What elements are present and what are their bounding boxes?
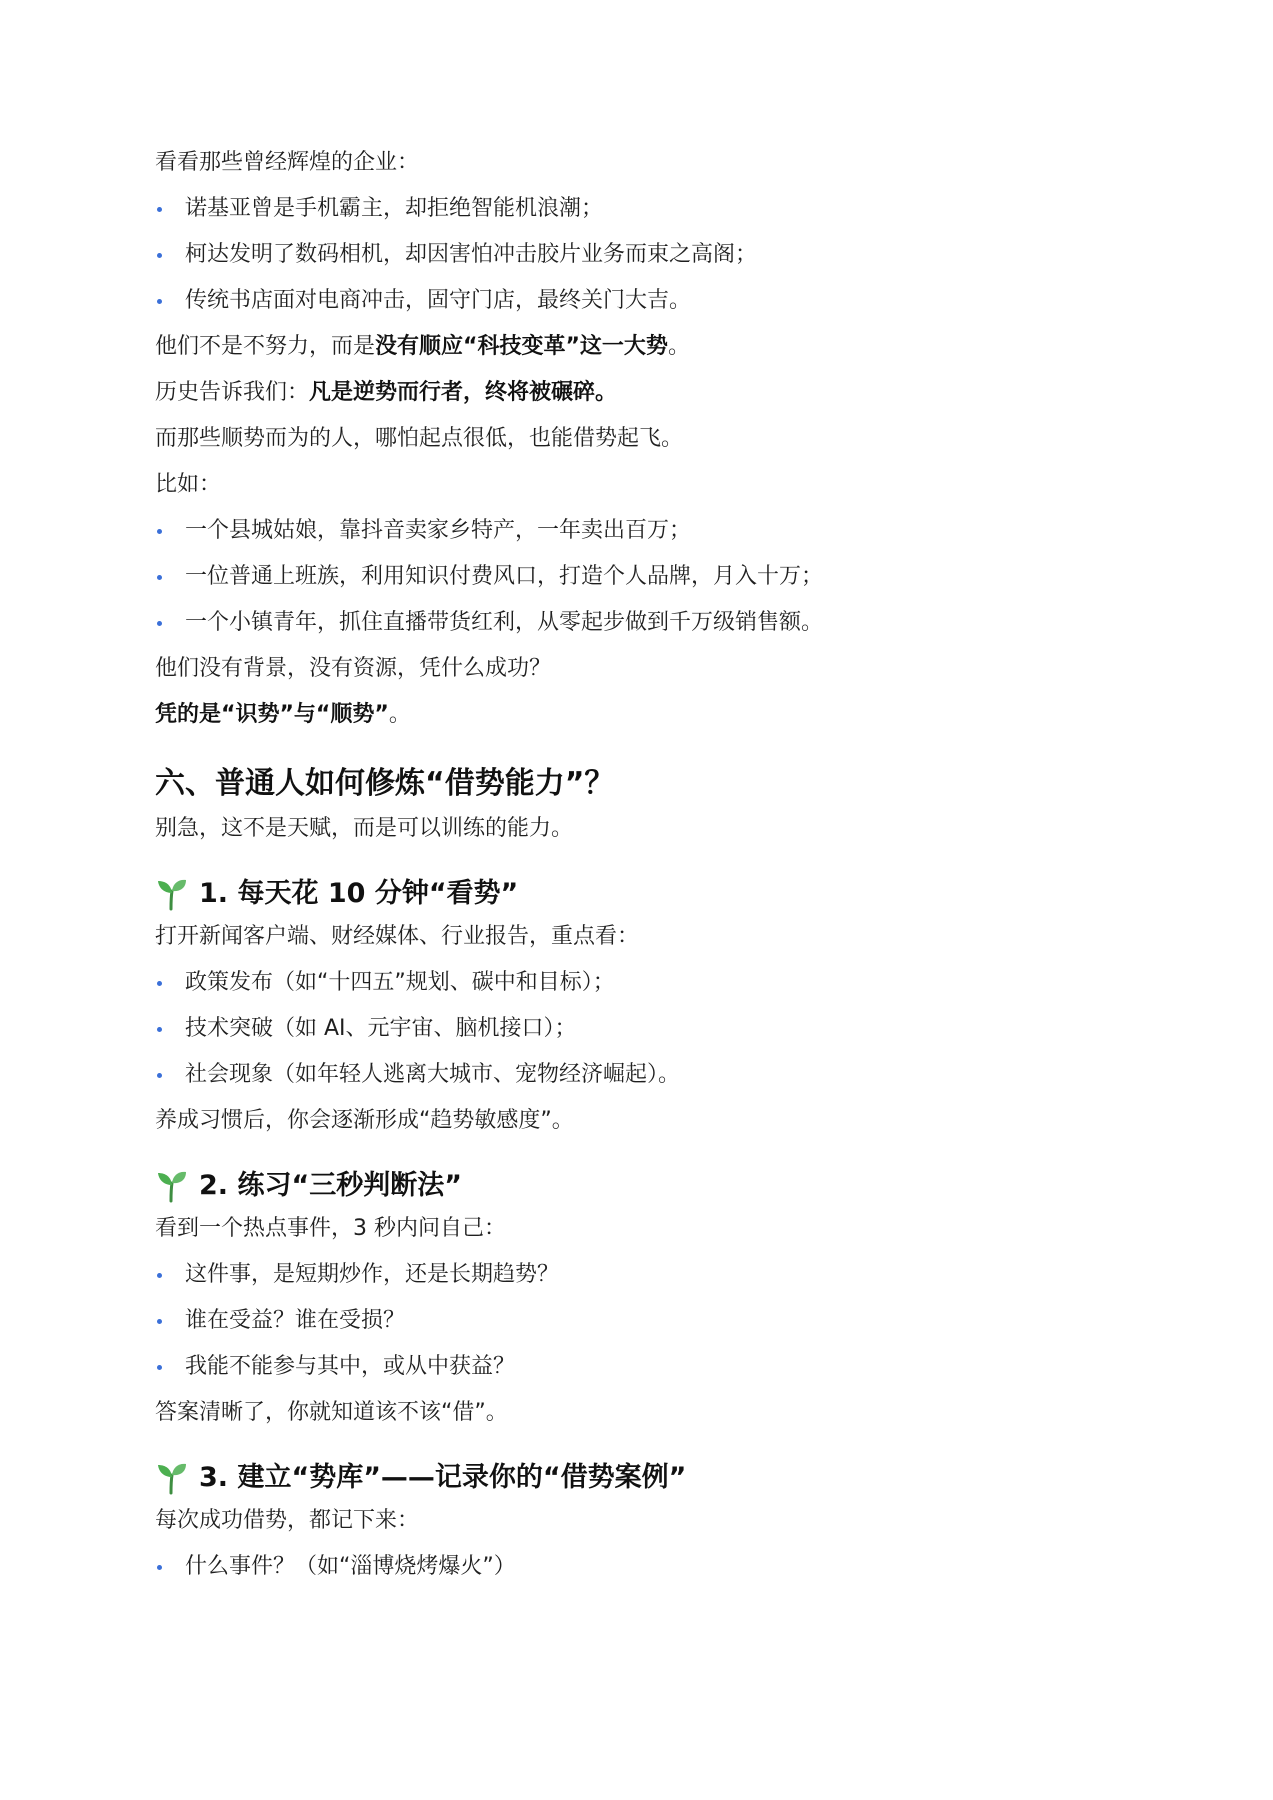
bullet-icon: [157, 621, 162, 626]
bullet-icon: [157, 575, 162, 580]
sprout-icon: [155, 1461, 189, 1495]
bullet-icon: [157, 253, 162, 258]
bullet-icon: [157, 1027, 162, 1032]
list-item: 这件事，是短期炒作，还是长期趋势？: [155, 1260, 1155, 1306]
list-item: 诺基亚曾是手机霸主，却拒绝智能机浪潮；: [155, 194, 1155, 240]
paragraph: 而那些顺势而为的人，哪怕起点很低，也能借势起飞。: [155, 426, 684, 451]
bullet-icon: [157, 207, 162, 212]
step-intro: 看到一个热点事件，3 秒内问自己：: [155, 1216, 506, 1241]
step-heading: 1. 每天花 10 分钟“看势”: [155, 876, 1155, 912]
step-heading: 2. 练习“三秒判断法”: [155, 1168, 1155, 1204]
success-list: [155, 516, 1155, 654]
document-body: [155, 148, 1155, 1598]
bullet-icon: [157, 1073, 162, 1078]
step-intro: 打开新闻客户端、财经媒体、行业报告，重点看：: [155, 924, 640, 949]
emphasis-text: 没有顺应“科技变革”这一大势: [375, 334, 668, 359]
paragraph: 他们不是不努力，而是没有顺应“科技变革”这一大势。: [155, 334, 690, 359]
list-item: 社会现象（如年轻人逃离大城市、宠物经济崛起）。: [155, 1060, 1155, 1106]
step-outro: 答案清晰了，你就知道该不该“借”。: [155, 1400, 508, 1425]
bullet-icon: [157, 981, 162, 986]
sprout-icon: [155, 1169, 189, 1203]
step-heading: 3. 建立“势库”——记录你的“借势案例”: [155, 1460, 1155, 1496]
bullet-icon: [157, 1319, 162, 1324]
list-item: 一个小镇青年，抓住直播带货红利，从零起步做到千万级销售额。: [155, 608, 1155, 654]
emphasis-text: 凡是逆势而行者，终将被碾碎。: [309, 380, 618, 405]
emphasis-text: 凭的是“识势”与“顺势”: [155, 702, 389, 727]
list-item: 政策发布（如“十四五”规划、碳中和目标）；: [155, 968, 1155, 1014]
list-item: 柯达发明了数码相机，却因害怕冲击胶片业务而束之高阁；: [155, 240, 1155, 286]
section-intro: 别急，这不是天赋，而是可以训练的能力。: [155, 816, 574, 841]
intro-text: 看看那些曾经辉煌的企业：: [155, 150, 420, 175]
list-item: 一个县城姑娘，靠抖音卖家乡特产，一年卖出百万；: [155, 516, 1155, 562]
list-item: 技术突破（如 AI、元宇宙、脑机接口）；: [155, 1014, 1155, 1060]
step-intro: 每次成功借势，都记下来：: [155, 1508, 420, 1533]
section-heading: 六、普通人如何修炼“借势能力”？: [155, 766, 615, 801]
bullet-icon: [157, 1273, 162, 1278]
paragraph: 历史告诉我们：凡是逆势而行者，终将被碾碎。: [155, 380, 618, 405]
paragraph: 凭的是“识势”与“顺势”。: [155, 702, 411, 727]
paragraph: 比如：: [155, 472, 222, 497]
list-item: 一位普通上班族，利用知识付费风口，打造个人品牌，月入十万；: [155, 562, 1155, 608]
list-item: 什么事件？（如“淄博烧烤爆火”）: [155, 1552, 1155, 1598]
list-item: 传统书店面对电商冲击，固守门店，最终关门大吉。: [155, 286, 1155, 332]
step-outro: 养成习惯后，你会逐渐形成“趋势敏感度”。: [155, 1108, 574, 1133]
failure-list: [155, 194, 1155, 332]
sprout-icon: [155, 877, 189, 911]
bullet-icon: [157, 299, 162, 304]
bullet-icon: [157, 1565, 162, 1570]
list-item: 谁在受益？谁在受损？: [155, 1306, 1155, 1352]
paragraph: 他们没有背景，没有资源，凭什么成功？: [155, 656, 552, 681]
bullet-icon: [157, 1365, 162, 1370]
list-item: 我能不能参与其中，或从中获益？: [155, 1352, 1155, 1398]
bullet-icon: [157, 529, 162, 534]
